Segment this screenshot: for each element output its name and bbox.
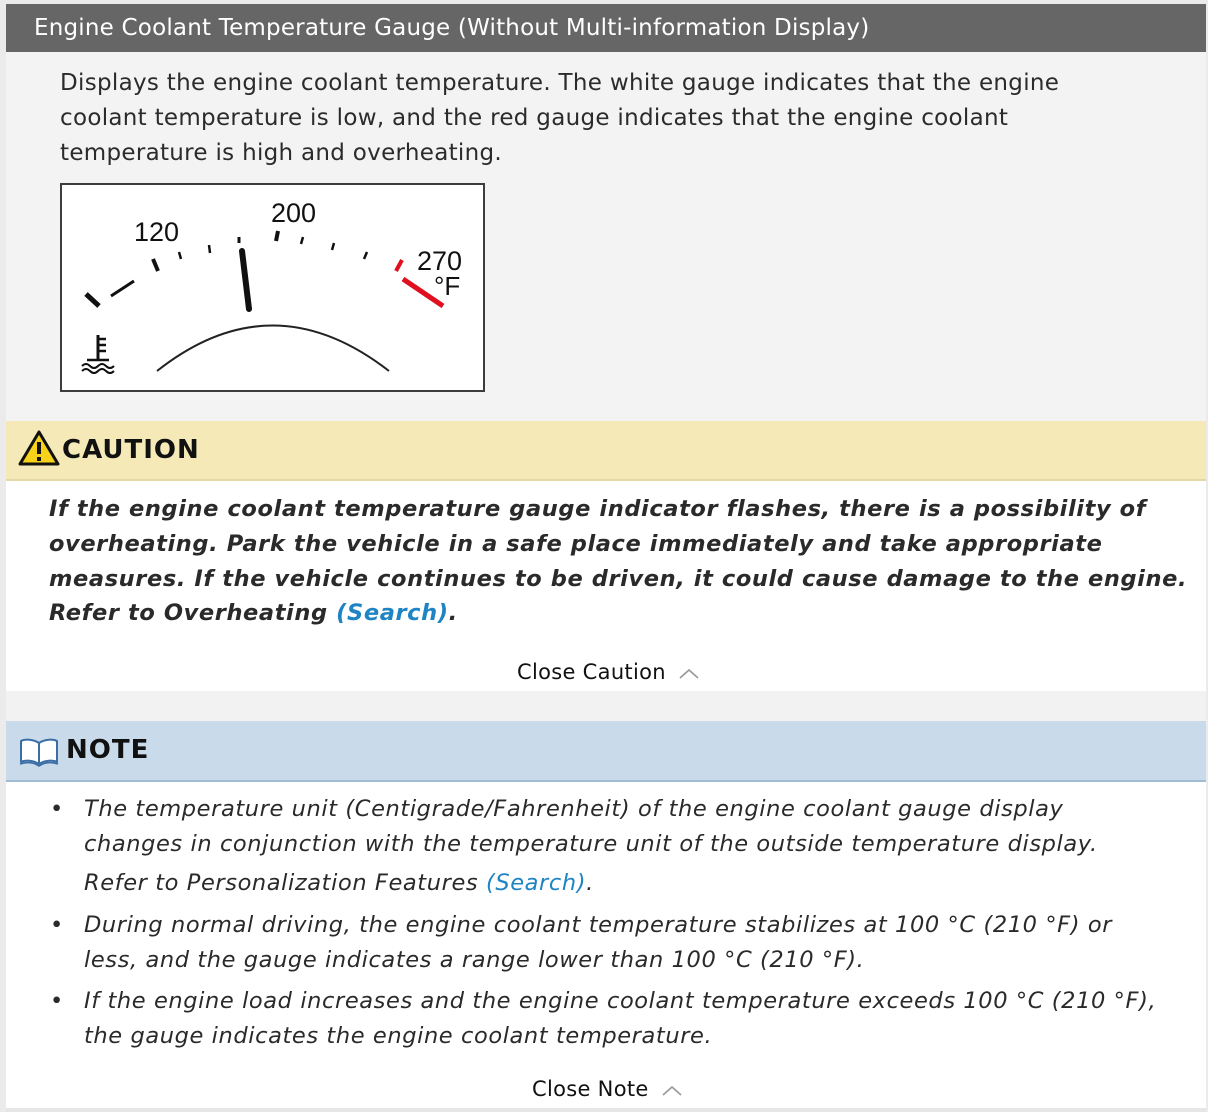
close-caution-label: Close Caution — [517, 660, 666, 684]
caution-text: If the engine coolant temperature gauge indicator flashes, there is a possibility of overheating. Park the vehicle in a safe place immediately and take appropriate measures. If the vehicle continues to be driven, it could cause damage to the engine. — [49, 496, 1188, 592]
warning-triangle-icon — [18, 429, 60, 467]
gauge-arc — [157, 326, 389, 372]
caution-refer-prefix: Refer to Overheating — [49, 600, 337, 626]
open-book-icon — [18, 737, 60, 767]
intro-text: Displays the engine coolant temperature. The white gauge indicates that the engine coolant temperature is low, and the red gauge indicates that the engine coolant temperature is high and overheating. — [60, 70, 1060, 166]
note-body — [6, 782, 1206, 1112]
gauge-tick — [179, 252, 181, 259]
page-frame — [6, 4, 1206, 1112]
gauge-tick — [301, 237, 303, 244]
close-note-button[interactable] — [532, 1077, 683, 1101]
section-divider — [6, 691, 1206, 721]
note-item-text: The temperature unit (Centigrade/Fahrenheit) of the engine coolant gauge display changes in conjunction with the temperature unit of the outside temperature display. — [84, 796, 1098, 857]
note-list-item — [50, 792, 1160, 901]
gauge-label-low: 120 — [134, 217, 180, 247]
coolant-gauge-illustration — [60, 183, 485, 392]
note-header — [6, 721, 1206, 782]
caution-refer-line — [49, 600, 458, 626]
chevron-up-icon — [661, 1084, 683, 1096]
caution-header — [6, 421, 1206, 481]
coolant-temperature-icon — [82, 335, 114, 373]
bottom-border — [6, 1108, 1206, 1112]
caution-title: CAUTION — [62, 435, 200, 465]
note-list-item — [50, 984, 1160, 1054]
gauge-tick — [111, 281, 134, 296]
gauge-svg — [62, 185, 483, 390]
note-refer-suffix: . — [586, 870, 594, 896]
gauge-tick — [276, 231, 278, 241]
gauge-label-mid: 200 — [271, 198, 317, 228]
gauge-needle — [242, 251, 249, 309]
note-item-text: During normal driving, the engine coolant temperature stabilizes at 100 °C (210 °F) or less, and the gauge indicates a range lower than 100 °C (210 °F). — [84, 912, 1113, 973]
page-title: Engine Coolant Temperature Gauge (Without Multi-information Display) — [6, 4, 1206, 52]
note-title: NOTE — [66, 735, 150, 765]
gauge-label-unit: °F — [434, 271, 461, 301]
chevron-up-icon — [678, 667, 700, 679]
close-caution-button[interactable] — [517, 660, 700, 684]
bullet: • — [50, 912, 64, 938]
gauge-tick — [153, 259, 158, 271]
caution-refer-suffix: . — [448, 600, 458, 626]
gauge-label-high: 270 — [417, 246, 463, 276]
close-note-label: Close Note — [532, 1077, 649, 1101]
gauge-hot-tick — [396, 260, 402, 271]
intro-section — [6, 52, 1206, 421]
overheating-search-link[interactable]: (Search) — [336, 600, 449, 626]
bullet: • — [50, 796, 64, 822]
note-item-text: If the engine load increases and the engine coolant temperature exceeds 100 °C (210 °F), the gauge indicates the engine coolant temperature. — [84, 988, 1157, 1049]
note-list-item — [50, 908, 1160, 978]
personalization-search-link[interactable]: (Search) — [485, 870, 587, 896]
gauge-tick — [209, 245, 210, 253]
bullet: • — [50, 988, 64, 1014]
gauge-tick — [364, 252, 367, 259]
caution-body — [6, 481, 1206, 691]
note-refer-line — [84, 866, 1160, 901]
note-refer-prefix: Refer to Personalization Features — [84, 870, 486, 896]
gauge-tick — [332, 243, 334, 250]
gauge-cold-marker — [86, 294, 99, 306]
